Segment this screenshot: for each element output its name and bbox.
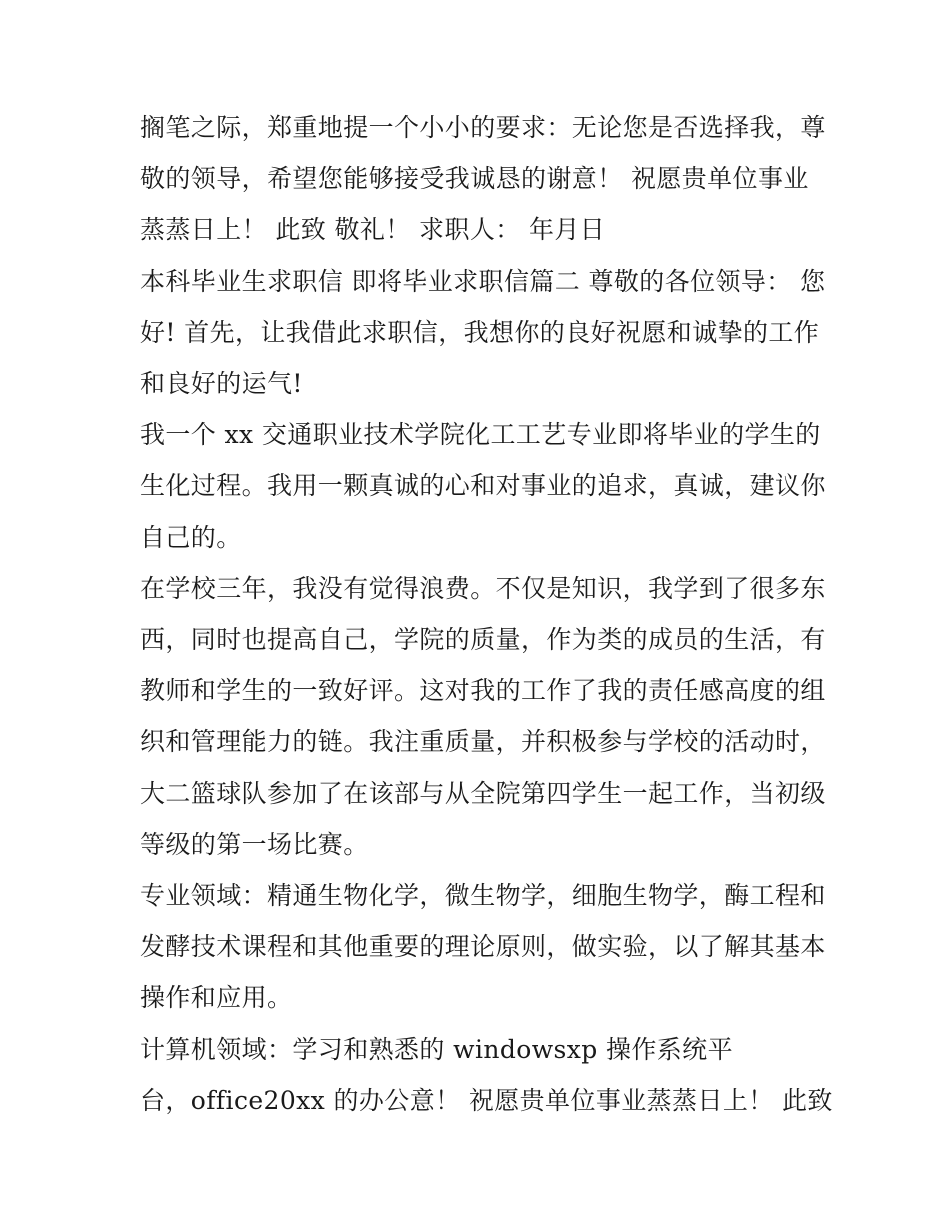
text-line: 好! 首先，让我借此求职信，我想你的良好祝愿和诚挚的工作 xyxy=(140,317,820,347)
paragraph-self-introduction xyxy=(140,409,826,563)
paragraph-professional-field xyxy=(140,870,826,1024)
paragraph-closing-request xyxy=(140,102,826,256)
text-line: 大二篮球队参加了在该部与从全院第四学生一起工作，当初级 xyxy=(140,778,826,808)
text-line: 操作和应用。 xyxy=(140,983,293,1013)
text-line: 发酵技术课程和其他重要的理论原则，做实验，以了解其基本 xyxy=(140,932,826,962)
text-line: 和良好的运气! xyxy=(140,369,303,399)
text-line: 计算机领域：学习和熟悉的 windowsxp 操作系统平 xyxy=(140,1034,733,1064)
text-line: 专业领域：精通生物化学，微生物学，细胞生物学，酶工程和 xyxy=(140,881,826,911)
paragraph-school-experience xyxy=(140,563,826,870)
text-line: 搁笔之际，郑重地提一个小小的要求：无论您是否选择我，尊 xyxy=(140,113,826,142)
text-line: 敬的领导，希望您能够接受我诚恳的谢意！ 祝愿贵单位事业 xyxy=(140,164,809,194)
text-line: 西，同时也提高自己，学院的质量，作为类的成员的生活，有 xyxy=(140,625,826,655)
text-line: 生化过程。我用一颗真诚的心和对事业的追求，真诚，建议你 xyxy=(140,471,826,501)
text-line: 等级的第一场比赛。 xyxy=(140,829,369,859)
paragraph-letter-two-greeting xyxy=(140,256,826,410)
text-line: 在学校三年，我没有觉得浪费。不仅是知识，我学到了很多东 xyxy=(140,573,826,603)
text-line: 自己的。 xyxy=(140,522,242,552)
text-line: 教师和学生的一致好评。这对我的工作了我的责任感高度的组 xyxy=(140,676,826,706)
text-line: 本科毕业生求职信 即将毕业求职信篇二 尊敬的各位领导： 您 xyxy=(140,266,826,296)
paragraph-closing-wishes xyxy=(140,1075,833,1126)
text-line: 织和管理能力的链。我注重质量，并积极参与学校的活动时， xyxy=(140,727,826,757)
text-line: 我一个 xx 交通职业技术学院化工工艺专业即将毕业的学生的 xyxy=(140,420,821,450)
text-line: 蒸蒸日上！ 此致 敬礼！ 求职人： 年月日 xyxy=(140,215,606,245)
paragraph-computer-field xyxy=(140,1024,820,1075)
text-line: 台，office20xx 的办公意！ 祝愿贵单位事业蒸蒸日上！ 此致 xyxy=(140,1085,833,1115)
document-body xyxy=(140,102,833,1126)
